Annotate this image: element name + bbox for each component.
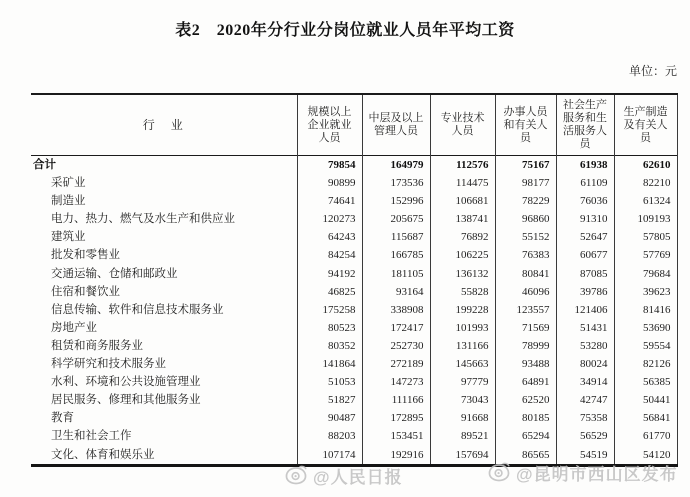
value-cell: 166785	[362, 246, 430, 264]
value-cell: 109193	[614, 210, 677, 228]
value-cell: 87085	[556, 265, 614, 283]
table-title: 表2 2020年分行业分岗位就业人员年平均工资	[175, 22, 515, 39]
value-cell: 75358	[556, 409, 614, 427]
value-cell: 80024	[556, 355, 614, 373]
column-header: 社会生产服务和生活服务人员	[556, 94, 614, 156]
value-cell: 53690	[614, 319, 677, 337]
value-cell: 34914	[556, 373, 614, 391]
value-cell: 136132	[430, 265, 495, 283]
table-row	[31, 409, 677, 427]
value-cell: 71569	[495, 319, 556, 337]
industry-cell: 房地产业	[31, 319, 297, 337]
value-cell: 64243	[297, 228, 362, 246]
value-cell: 112576	[430, 156, 495, 175]
value-cell: 54120	[614, 446, 677, 466]
value-cell: 89521	[430, 427, 495, 445]
value-cell: 152996	[362, 192, 430, 210]
value-cell: 145663	[430, 355, 495, 373]
value-cell: 61770	[614, 427, 677, 445]
value-cell: 53280	[556, 337, 614, 355]
value-cell: 61324	[614, 192, 677, 210]
watermark-peoples-daily	[283, 462, 403, 488]
table-row	[31, 228, 677, 246]
value-cell: 62520	[495, 391, 556, 409]
wage-table	[31, 93, 678, 467]
value-cell: 252730	[362, 337, 430, 355]
column-header: 生产制造及有关人员	[614, 94, 677, 156]
value-cell: 80352	[297, 337, 362, 355]
industry-cell: 教育	[31, 409, 297, 427]
table-row	[31, 337, 677, 355]
value-cell: 106681	[430, 192, 495, 210]
value-cell: 82126	[614, 355, 677, 373]
table-row	[31, 355, 677, 373]
industry-cell: 交通运输、仓储和邮政业	[31, 265, 297, 283]
unit-label: 单位：元	[628, 64, 677, 78]
value-cell: 121406	[556, 301, 614, 319]
value-cell: 147273	[362, 373, 430, 391]
industry-cell: 电力、热力、燃气及水生产和供应业	[31, 210, 297, 228]
industry-cell: 采矿业	[31, 174, 297, 192]
table-row	[31, 319, 677, 337]
value-cell: 74641	[297, 192, 362, 210]
value-cell: 131166	[430, 337, 495, 355]
value-cell: 97779	[430, 373, 495, 391]
table-row	[31, 283, 677, 301]
value-cell: 98177	[495, 174, 556, 192]
value-cell: 115687	[362, 228, 430, 246]
value-cell: 56385	[614, 373, 677, 391]
value-cell: 81416	[614, 301, 677, 319]
value-cell: 39623	[614, 283, 677, 301]
value-cell: 88203	[297, 427, 362, 445]
industry-cell: 批发和零售业	[31, 246, 297, 264]
value-cell: 64891	[495, 373, 556, 391]
weibo-icon	[486, 459, 512, 485]
value-cell: 192916	[362, 446, 430, 466]
value-cell: 91310	[556, 210, 614, 228]
value-cell: 80523	[297, 319, 362, 337]
value-cell: 51431	[556, 319, 614, 337]
value-cell: 57805	[614, 228, 677, 246]
weibo-icon	[283, 462, 309, 488]
value-cell: 107174	[297, 446, 362, 466]
value-cell: 272189	[362, 355, 430, 373]
value-cell: 76383	[495, 246, 556, 264]
watermark-text: @昆明市西山区发布	[516, 464, 678, 484]
value-cell: 50441	[614, 391, 677, 409]
table-row	[31, 427, 677, 445]
watermark-text: @人民日报	[313, 467, 403, 487]
value-cell: 75167	[495, 156, 556, 175]
value-cell: 39786	[556, 283, 614, 301]
value-cell: 76036	[556, 192, 614, 210]
value-cell: 61109	[556, 174, 614, 192]
value-cell: 76892	[430, 228, 495, 246]
value-cell: 56841	[614, 409, 677, 427]
value-cell: 55828	[430, 283, 495, 301]
value-cell: 65294	[495, 427, 556, 445]
value-cell: 46096	[495, 283, 556, 301]
value-cell: 51053	[297, 373, 362, 391]
value-cell: 96860	[495, 210, 556, 228]
value-cell: 120273	[297, 210, 362, 228]
value-cell: 79854	[297, 156, 362, 175]
industry-cell: 水利、环境和公共设施管理业	[31, 373, 297, 391]
value-cell: 164979	[362, 156, 430, 175]
value-cell: 175258	[297, 301, 362, 319]
value-cell: 205675	[362, 210, 430, 228]
value-cell: 78229	[495, 192, 556, 210]
value-cell: 61938	[556, 156, 614, 175]
table-row	[31, 246, 677, 264]
table-row	[31, 192, 677, 210]
industry-cell: 信息传输、软件和信息技术服务业	[31, 301, 297, 319]
watermark-district-publisher	[486, 459, 678, 485]
table-row	[31, 174, 677, 192]
value-cell: 172895	[362, 409, 430, 427]
value-cell: 101993	[430, 319, 495, 337]
value-cell: 93488	[495, 355, 556, 373]
industry-cell: 科学研究和技术服务业	[31, 355, 297, 373]
value-cell: 84254	[297, 246, 362, 264]
industry-cell: 住宿和餐饮业	[31, 283, 297, 301]
table-body	[31, 156, 677, 466]
value-cell: 338908	[362, 301, 430, 319]
value-cell: 80841	[495, 265, 556, 283]
table-row	[31, 301, 677, 319]
value-cell: 86565	[495, 446, 556, 466]
table-row	[31, 391, 677, 409]
value-cell: 114475	[430, 174, 495, 192]
value-cell: 181105	[362, 265, 430, 283]
value-cell: 51827	[297, 391, 362, 409]
industry-cell: 合计	[31, 156, 297, 175]
value-cell: 199228	[430, 301, 495, 319]
industry-cell: 建筑业	[31, 228, 297, 246]
industry-cell: 居民服务、修理和其他服务业	[31, 391, 297, 409]
table-row	[31, 156, 677, 175]
value-cell: 123557	[495, 301, 556, 319]
industry-cell: 文化、体育和娱乐业	[31, 446, 297, 466]
value-cell: 79684	[614, 265, 677, 283]
value-cell: 91668	[430, 409, 495, 427]
value-cell: 90487	[297, 409, 362, 427]
column-header: 规模以上企业就业人员	[297, 94, 362, 156]
value-cell: 42747	[556, 391, 614, 409]
value-cell: 157694	[430, 446, 495, 466]
value-cell: 57769	[614, 246, 677, 264]
table-row	[31, 210, 677, 228]
value-cell: 153451	[362, 427, 430, 445]
value-cell: 90899	[297, 174, 362, 192]
value-cell: 172417	[362, 319, 430, 337]
value-cell: 173536	[362, 174, 430, 192]
value-cell: 82210	[614, 174, 677, 192]
value-cell: 78999	[495, 337, 556, 355]
value-cell: 55152	[495, 228, 556, 246]
table-row	[31, 265, 677, 283]
value-cell: 46825	[297, 283, 362, 301]
column-header: 中层及以上管理人员	[362, 94, 430, 156]
value-cell: 138741	[430, 210, 495, 228]
column-header: 办事人员和有关人员	[495, 94, 556, 156]
column-header-industry: 行 业	[31, 94, 297, 156]
value-cell: 94192	[297, 265, 362, 283]
table-header-row	[31, 94, 677, 156]
value-cell: 54519	[556, 446, 614, 466]
industry-cell: 卫生和社会工作	[31, 427, 297, 445]
value-cell: 80185	[495, 409, 556, 427]
table-row	[31, 373, 677, 391]
value-cell: 106225	[430, 246, 495, 264]
value-cell: 60677	[556, 246, 614, 264]
value-cell: 59554	[614, 337, 677, 355]
value-cell: 62610	[614, 156, 677, 175]
industry-cell: 制造业	[31, 192, 297, 210]
value-cell: 73043	[430, 391, 495, 409]
value-cell: 141864	[297, 355, 362, 373]
column-header: 专业技术人员	[430, 94, 495, 156]
value-cell: 111166	[362, 391, 430, 409]
value-cell: 56529	[556, 427, 614, 445]
value-cell: 52647	[556, 228, 614, 246]
value-cell: 93164	[362, 283, 430, 301]
industry-cell: 租赁和商务服务业	[31, 337, 297, 355]
